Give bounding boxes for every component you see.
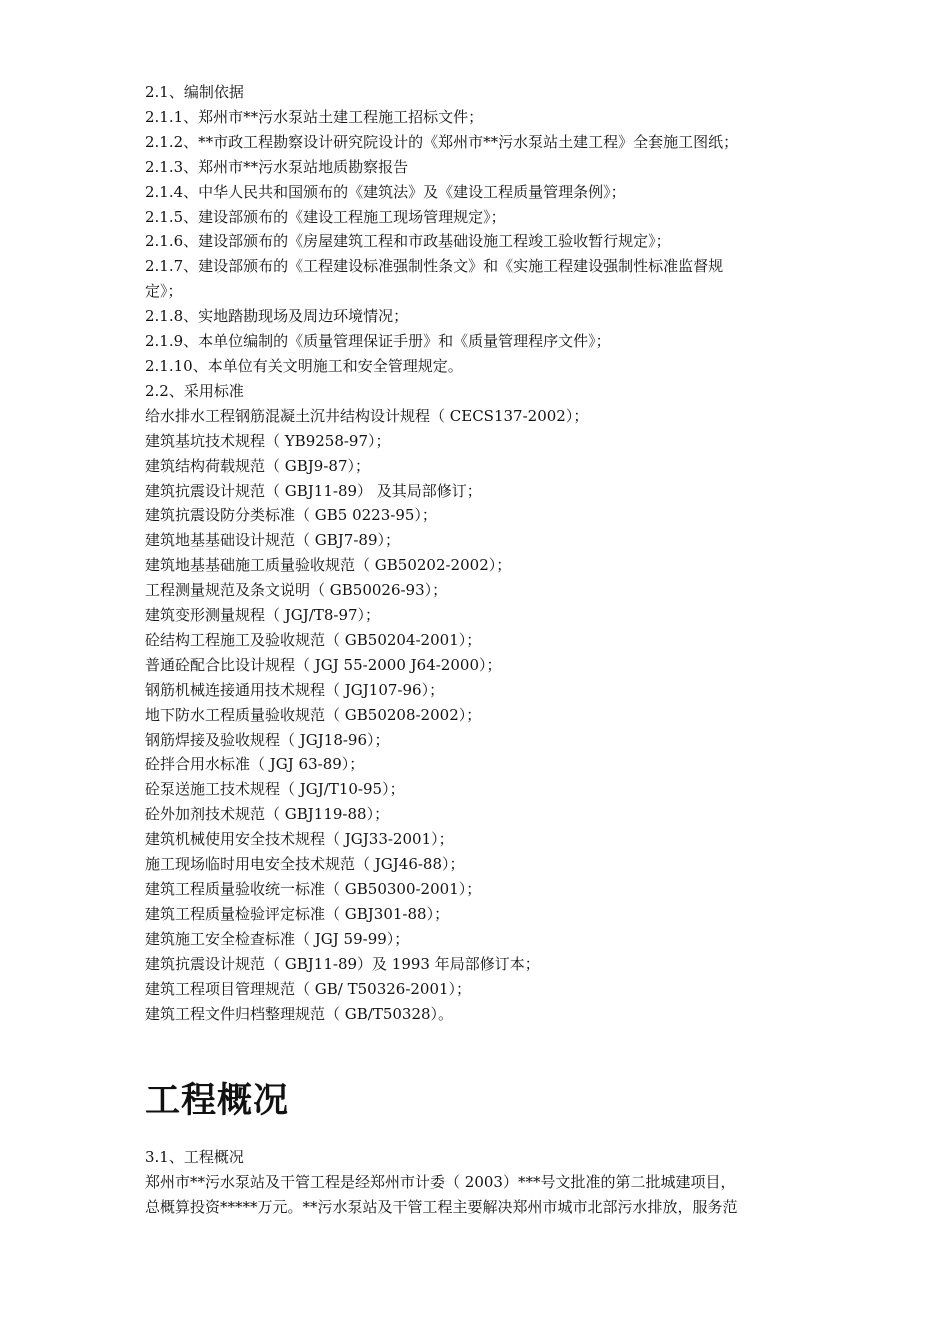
basis-item: 2.1.3、郑州市**污水泵站地质勘察报告 bbox=[145, 157, 409, 176]
basis-item-continued: 定》； bbox=[145, 282, 183, 301]
basis-item: 2.1.1、郑州市**污水泵站土建工程施工招标文件； bbox=[145, 107, 484, 126]
standard-item: 建筑地基基础施工质量验收规范（ GB50202-2002）； bbox=[145, 556, 512, 575]
standard-item: 砼结构工程施工及验收规范（ GB50204-2001）； bbox=[145, 630, 482, 649]
standard-item: 建筑机械使用安全技术规程（ JGJ33-2001）； bbox=[145, 830, 454, 849]
standard-item: 建筑施工安全检查标准（ JGJ 59-99）； bbox=[145, 929, 410, 948]
section-3-body bbox=[145, 1145, 810, 1220]
heading-3-1: 3.1、工程概况 bbox=[145, 1148, 244, 1166]
standard-item: 砼拌合用水标准（ JGJ 63-89）； bbox=[145, 755, 365, 774]
standard-item: 建筑抗震设防分类标准（ GB5 0223-95）； bbox=[145, 506, 437, 525]
paragraph-line: 郑州市**污水泵站及干管工程是经郑州市计委（ 2003）***号文批准的第二批城建项目， bbox=[145, 1172, 736, 1191]
basis-item: 2.1.4、中华人民共和国颁布的《建筑法》及《建设工程质量管理条例》； bbox=[145, 182, 626, 201]
standard-item: 建筑抗震设计规范（ GBJ11-89）及 1993 年局部修订本； bbox=[145, 954, 540, 973]
standard-item: 建筑工程项目管理规范（ GB/ T50326-2001）； bbox=[145, 979, 472, 998]
standard-item: 建筑变形测量规程（ JGJ/T8-97）； bbox=[145, 606, 381, 625]
standard-item: 砼泵送施工技术规程（ JGJ/T10-95）； bbox=[145, 780, 405, 799]
basis-item: 2.1.9、本单位编制的《质量管理保证手册》和《质量管理程序文件》； bbox=[145, 332, 611, 351]
standard-item: 钢筋焊接及验收规程（ JGJ18-96）； bbox=[145, 730, 390, 749]
paragraph-line: 总概算投资*****万元。**污水泵站及干管工程主要解决郑州市城市北部污水排放，服务范 bbox=[145, 1197, 738, 1216]
basis-item: 2.1.2、**市政工程勘察设计研究院设计的《郑州市**污水泵站土建工程》全套施工图纸； bbox=[145, 132, 739, 151]
standard-item: 建筑基坑技术规程（ YB9258-97）； bbox=[145, 431, 391, 450]
basis-item: 2.1.6、建设部颁布的《房屋建筑工程和市政基础设施工程竣工验收暂行规定》； bbox=[145, 232, 671, 251]
section-2-body bbox=[145, 80, 810, 1026]
heading-2-2: 2.2、采用标准 bbox=[145, 381, 244, 400]
basis-item: 2.1.8、实地踏勘现场及周边环境情况； bbox=[145, 307, 409, 326]
basis-item: 2.1.5、建设部颁布的《建设工程施工现场管理规定》； bbox=[145, 207, 506, 226]
section-3-heading: 工程概况 bbox=[145, 1081, 290, 1121]
standard-item: 建筑工程质量检验评定标准（ GBJ301-88）； bbox=[145, 904, 450, 923]
heading-2-1: 2.1、编制依据 bbox=[145, 83, 244, 101]
standard-item: 普通砼配合比设计规程（ JGJ 55-2000 J64-2000）； bbox=[145, 655, 502, 674]
standard-item: 建筑抗震设计规范（ GBJ11-89） 及其局部修订； bbox=[145, 481, 482, 500]
standard-item: 建筑结构荷载规范（ GBJ9-87）； bbox=[145, 456, 370, 475]
standard-item: 工程测量规范及条文说明（ GB50026-93）； bbox=[145, 581, 448, 600]
basis-item: 2.1.10、本单位有关文明施工和安全管理规定。 bbox=[145, 356, 463, 375]
standard-item: 建筑工程文件归档整理规范（ GB/T50328）。 bbox=[145, 1004, 454, 1023]
standard-item: 钢筋机械连接通用技术规程（ JGJ107-96）； bbox=[145, 680, 445, 699]
standard-item: 地下防水工程质量验收规范（ GB50208-2002）； bbox=[145, 705, 482, 724]
standard-item: 砼外加剂技术规范（ GBJ119-88）； bbox=[145, 805, 390, 824]
standard-item: 给水排水工程钢筋混凝土沉井结构设计规程（ CECS137-2002）； bbox=[145, 406, 589, 425]
standard-item: 建筑工程质量验收统一标准（ GB50300-2001）； bbox=[145, 880, 482, 898]
standard-item: 施工现场临时用电安全技术规范（ JGJ46-88）； bbox=[145, 855, 465, 874]
standard-item: 建筑地基基础设计规范（ GBJ7-89）； bbox=[145, 531, 400, 550]
basis-item: 2.1.7、建设部颁布的《工程建设标准强制性条文》和《实施工程建设强制性标准监督规 bbox=[145, 257, 724, 276]
